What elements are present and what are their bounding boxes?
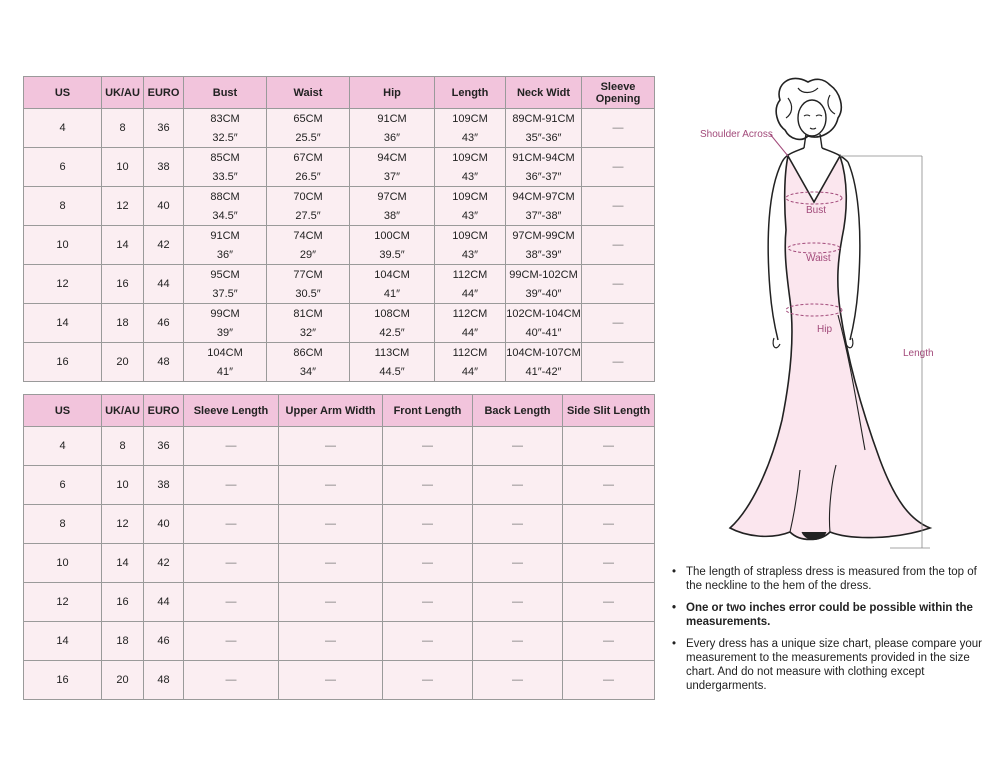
note-item — [672, 601, 984, 629]
table-row — [24, 622, 655, 661]
cm-value: 85CM — [210, 151, 240, 164]
length-cell — [435, 226, 506, 265]
table-row — [24, 661, 655, 700]
table-row — [24, 583, 655, 622]
waist-label: Waist — [806, 253, 831, 264]
sleeve-length-cell: — — [184, 505, 279, 544]
back-length-cell: — — [473, 466, 563, 505]
inch-value: 33.5″ — [212, 170, 238, 183]
note-text: One or two inches error could be possible within the measurements. — [686, 602, 973, 628]
inch-value: 39.5″ — [379, 248, 405, 261]
cm-value: 81CM — [293, 307, 323, 320]
right-arm-outline — [848, 162, 860, 340]
back-length-cell: — — [473, 661, 563, 700]
cm-value: 109CM — [452, 112, 488, 125]
sleeve-length-cell: — — [184, 427, 279, 466]
back-length-cell: — — [473, 427, 563, 466]
cm-value: 112CM — [452, 307, 488, 320]
waist-cell — [267, 226, 350, 265]
sleeve-length-cell: — — [184, 622, 279, 661]
inch-value: 43″ — [461, 248, 479, 261]
length-label: Length — [903, 348, 934, 359]
side-slit-length-cell: — — [563, 466, 655, 505]
inch-value: 44″ — [461, 326, 479, 339]
euro-size: 48 — [144, 661, 184, 700]
sleeve-length-cell: — — [184, 661, 279, 700]
uk-size: 18 — [102, 622, 144, 661]
neck-cell — [506, 343, 582, 382]
us-size: 14 — [24, 622, 102, 661]
uk-size: 20 — [102, 661, 144, 700]
length-cell — [435, 265, 506, 304]
length-cell — [435, 148, 506, 187]
inch-value: 40″-41″ — [525, 326, 562, 339]
front-length-cell: — — [383, 661, 473, 700]
header-cell: Sleeve Opening — [582, 77, 655, 109]
cm-value: 94CM — [377, 151, 407, 164]
sleeve-opening-cell: — — [582, 304, 655, 343]
us-size: 12 — [24, 265, 102, 304]
upper-arm-width-cell: — — [279, 661, 383, 700]
euro-size: 44 — [144, 265, 184, 304]
us-size: 14 — [24, 304, 102, 343]
table-row — [24, 148, 655, 187]
cm-value: 86CM — [293, 346, 323, 359]
note-text: Every dress has a unique size chart, please compare your measurement to the measurements provided in the size chart. And do not measure with clothing except undergarments. — [686, 638, 982, 692]
inch-value: 43″ — [461, 209, 479, 222]
header-cell: UK/AU — [102, 77, 144, 109]
bullet-icon: • — [672, 638, 677, 650]
inch-value: 37″-38″ — [525, 209, 562, 222]
inch-value: 39″ — [216, 326, 234, 339]
neck-cell — [506, 148, 582, 187]
header-cell: EURO — [144, 395, 184, 427]
note-text: The length of strapless dress is measured from the top of the neckline to the hem of the dress. — [686, 566, 977, 592]
front-length-cell: — — [383, 544, 473, 583]
inch-value: 25.5″ — [295, 131, 321, 144]
cm-value: 89CM-91CM — [512, 112, 575, 125]
sleeve-opening-cell: — — [582, 226, 655, 265]
length-cell — [435, 109, 506, 148]
bullet-icon: • — [672, 602, 677, 614]
us-size: 12 — [24, 583, 102, 622]
waist-cell — [267, 187, 350, 226]
euro-size: 46 — [144, 304, 184, 343]
hip-cell — [350, 109, 435, 148]
header-cell: Neck Widt — [506, 77, 582, 109]
inch-value: 32.5″ — [212, 131, 238, 144]
uk-size: 8 — [102, 427, 144, 466]
waist-cell — [267, 304, 350, 343]
bullet-icon: • — [672, 566, 677, 578]
length-cell — [435, 304, 506, 343]
euro-size: 48 — [144, 343, 184, 382]
side-slit-length-cell: — — [563, 622, 655, 661]
cm-value: 91CM — [210, 229, 240, 242]
side-slit-length-cell: — — [563, 583, 655, 622]
cm-value: 94CM-97CM — [512, 190, 575, 203]
uk-size: 14 — [102, 226, 144, 265]
header-cell: Sleeve Length — [184, 395, 279, 427]
uk-size: 20 — [102, 343, 144, 382]
cm-value: 77CM — [293, 268, 323, 281]
header-cell: UK/AU — [102, 395, 144, 427]
header-cell: EURO — [144, 77, 184, 109]
table-row — [24, 466, 655, 505]
front-length-cell: — — [383, 583, 473, 622]
euro-size: 38 — [144, 466, 184, 505]
cm-value: 91CM-94CM — [512, 151, 575, 164]
us-size: 10 — [24, 544, 102, 583]
cm-value: 104CM-107CM — [506, 346, 581, 359]
bust-cell — [184, 109, 267, 148]
table-row — [24, 226, 655, 265]
side-slit-length-cell: — — [563, 505, 655, 544]
inch-value: 38″ — [383, 209, 401, 222]
cm-value: 112CM — [452, 268, 488, 281]
front-length-cell: — — [383, 427, 473, 466]
table-row — [24, 343, 655, 382]
length-cell — [435, 187, 506, 226]
bust-cell — [184, 343, 267, 382]
upper-arm-width-cell: — — [279, 622, 383, 661]
cm-value: 99CM-102CM — [509, 268, 578, 281]
table-row — [24, 427, 655, 466]
upper-arm-width-cell: — — [279, 427, 383, 466]
inch-value: 41″ — [216, 365, 234, 378]
header-cell: Bust — [184, 77, 267, 109]
table-header-row — [24, 395, 655, 427]
hip-cell — [350, 304, 435, 343]
cm-value: 102CM-104CM — [506, 307, 581, 320]
inch-value: 44″ — [461, 365, 479, 378]
us-size: 4 — [24, 427, 102, 466]
table-row — [24, 544, 655, 583]
table-row — [24, 187, 655, 226]
bust-cell — [184, 226, 267, 265]
cm-value: 70CM — [293, 190, 323, 203]
note-item — [672, 637, 984, 693]
us-size: 16 — [24, 661, 102, 700]
euro-size: 40 — [144, 187, 184, 226]
cm-value: 83CM — [210, 112, 240, 125]
hip-cell — [350, 343, 435, 382]
table-row — [24, 304, 655, 343]
front-length-cell: — — [383, 466, 473, 505]
inch-value: 37″ — [383, 170, 401, 183]
euro-size: 38 — [144, 148, 184, 187]
inch-value: 41″-42″ — [525, 365, 562, 378]
cm-value: 97CM-99CM — [512, 229, 575, 242]
cm-value: 74CM — [293, 229, 323, 242]
front-length-cell: — — [383, 505, 473, 544]
cm-value: 104CM — [374, 268, 410, 281]
inch-value: 26.5″ — [295, 170, 321, 183]
us-size: 8 — [24, 505, 102, 544]
sleeve-opening-cell: — — [582, 148, 655, 187]
cm-value: 109CM — [452, 229, 488, 242]
cm-value: 113CM — [374, 346, 410, 359]
side-slit-length-cell: — — [563, 661, 655, 700]
inch-value: 34.5″ — [212, 209, 238, 222]
us-size: 16 — [24, 343, 102, 382]
inch-value: 37.5″ — [212, 287, 238, 300]
uk-size: 12 — [102, 187, 144, 226]
euro-size: 44 — [144, 583, 184, 622]
header-cell: Waist — [267, 77, 350, 109]
dress-outline — [730, 156, 930, 540]
inch-value: 42.5″ — [379, 326, 405, 339]
sleeve-opening-cell: — — [582, 187, 655, 226]
inch-value: 35″-36″ — [525, 131, 562, 144]
hip-cell — [350, 265, 435, 304]
inch-value: 43″ — [461, 170, 479, 183]
waist-cell — [267, 343, 350, 382]
euro-size: 42 — [144, 226, 184, 265]
waist-cell — [267, 265, 350, 304]
uk-size: 8 — [102, 109, 144, 148]
inch-value: 36″-37″ — [525, 170, 562, 183]
size-chart-table-main — [23, 76, 655, 382]
sleeve-length-cell: — — [184, 466, 279, 505]
dress-figure-icon — [690, 70, 960, 560]
back-length-cell: — — [473, 544, 563, 583]
inch-value: 43″ — [461, 131, 479, 144]
side-slit-length-cell: — — [563, 544, 655, 583]
cm-value: 104CM — [207, 346, 243, 359]
neck-cell — [506, 304, 582, 343]
uk-size: 10 — [102, 466, 144, 505]
hip-label: Hip — [817, 324, 833, 335]
uk-size: 16 — [102, 265, 144, 304]
bust-cell — [184, 304, 267, 343]
us-size: 8 — [24, 187, 102, 226]
cm-value: 88CM — [210, 190, 240, 203]
upper-arm-width-cell: — — [279, 505, 383, 544]
us-size: 10 — [24, 226, 102, 265]
us-size: 6 — [24, 148, 102, 187]
header-cell: Side Slit Length — [563, 395, 655, 427]
sleeve-opening-cell: — — [582, 265, 655, 304]
side-slit-length-cell: — — [563, 427, 655, 466]
waist-cell — [267, 148, 350, 187]
bust-cell — [184, 148, 267, 187]
euro-size: 36 — [144, 427, 184, 466]
neck-cell — [506, 187, 582, 226]
uk-size: 10 — [102, 148, 144, 187]
back-length-cell: — — [473, 583, 563, 622]
note-item — [672, 565, 984, 593]
bust-cell — [184, 187, 267, 226]
euro-size: 46 — [144, 622, 184, 661]
bust-cell — [184, 265, 267, 304]
header-cell: Front Length — [383, 395, 473, 427]
euro-size: 36 — [144, 109, 184, 148]
left-arm-outline — [768, 162, 782, 340]
header-cell: Hip — [350, 77, 435, 109]
shoulder-across-label: Shoulder Across — [700, 129, 773, 140]
inch-value: 27.5″ — [295, 209, 321, 222]
cm-value: 112CM — [452, 346, 488, 359]
inch-value: 44.5″ — [379, 365, 405, 378]
cm-value: 108CM — [374, 307, 410, 320]
inch-value: 34″ — [299, 365, 317, 378]
back-length-cell: — — [473, 505, 563, 544]
table-row — [24, 505, 655, 544]
inch-value: 36″ — [383, 131, 401, 144]
sleeve-length-cell: — — [184, 544, 279, 583]
back-length-cell: — — [473, 622, 563, 661]
euro-size: 40 — [144, 505, 184, 544]
cm-value: 99CM — [210, 307, 240, 320]
upper-arm-width-cell: — — [279, 544, 383, 583]
header-cell: Back Length — [473, 395, 563, 427]
face-outline — [798, 100, 826, 136]
hip-cell — [350, 187, 435, 226]
us-size: 4 — [24, 109, 102, 148]
cm-value: 67CM — [293, 151, 323, 164]
neck-cell — [506, 226, 582, 265]
uk-size: 16 — [102, 583, 144, 622]
neck-cell — [506, 265, 582, 304]
table-header-row — [24, 77, 655, 109]
inch-value: 36″ — [216, 248, 234, 261]
sleeve-opening-cell: — — [582, 343, 655, 382]
bust-label: Bust — [806, 205, 827, 216]
table-row — [24, 265, 655, 304]
table-row — [24, 109, 655, 148]
hip-cell — [350, 148, 435, 187]
cm-value: 65CM — [293, 112, 323, 125]
cm-value: 109CM — [452, 151, 488, 164]
inch-value: 41″ — [383, 287, 401, 300]
uk-size: 14 — [102, 544, 144, 583]
front-length-cell: — — [383, 622, 473, 661]
inch-value: 29″ — [299, 248, 317, 261]
measurement-notes — [672, 565, 984, 701]
header-cell: Length — [435, 77, 506, 109]
uk-size: 18 — [102, 304, 144, 343]
inch-value: 38″-39″ — [525, 248, 562, 261]
sleeve-opening-cell: — — [582, 109, 655, 148]
euro-size: 42 — [144, 544, 184, 583]
upper-arm-width-cell: — — [279, 466, 383, 505]
cm-value: 109CM — [452, 190, 488, 203]
uk-size: 12 — [102, 505, 144, 544]
inch-value: 39″-40″ — [525, 287, 562, 300]
neck-cell — [506, 109, 582, 148]
inch-value: 44″ — [461, 287, 479, 300]
cm-value: 95CM — [210, 268, 240, 281]
dress-measurement-figure — [690, 70, 960, 565]
us-size: 6 — [24, 466, 102, 505]
length-cell — [435, 343, 506, 382]
inch-value: 30.5″ — [295, 287, 321, 300]
sleeve-length-cell: — — [184, 583, 279, 622]
header-cell: Upper Arm Width — [279, 395, 383, 427]
waist-cell — [267, 109, 350, 148]
header-cell: US — [24, 77, 102, 109]
cm-value: 91CM — [377, 112, 407, 125]
cm-value: 100CM — [374, 229, 410, 242]
cm-value: 97CM — [377, 190, 407, 203]
upper-arm-width-cell: — — [279, 583, 383, 622]
inch-value: 32″ — [299, 326, 317, 339]
size-chart-table-secondary — [23, 394, 655, 700]
header-cell: US — [24, 395, 102, 427]
hip-cell — [350, 226, 435, 265]
